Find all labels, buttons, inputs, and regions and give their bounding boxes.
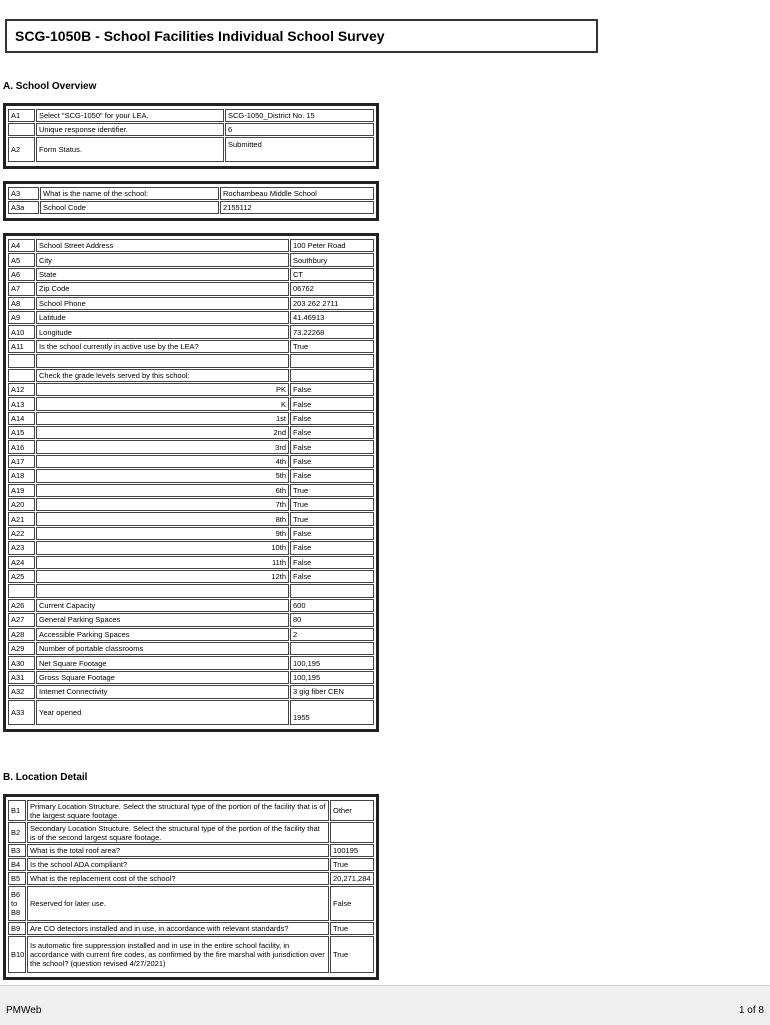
question-label: Check the grade levels served by this school: (36, 369, 289, 382)
location-detail-table (3, 794, 379, 980)
table-row (8, 426, 374, 439)
question-id: A15 (8, 426, 35, 439)
question-label: Latitude (36, 311, 289, 324)
answer-value: 2 (290, 628, 374, 641)
question-id: B5 (8, 872, 26, 885)
table-row (8, 440, 374, 453)
table-row (8, 498, 374, 511)
answer-value (290, 584, 374, 597)
table-row (8, 599, 374, 612)
grade-level-label: 2nd (36, 426, 289, 439)
table-row (8, 570, 374, 583)
table-row (8, 628, 374, 641)
question-label: Are CO detectors installed and in use, in accordance with relevant standards? (27, 922, 329, 935)
section-b-heading: B. Location Detail (3, 772, 88, 783)
grade-level-label: 12th (36, 570, 289, 583)
table-row (8, 922, 374, 935)
question-label (36, 354, 289, 367)
overview-table-1 (3, 103, 379, 169)
question-id: B6 to B8 (8, 886, 26, 921)
table-row (8, 311, 374, 324)
question-id: B2 (8, 822, 26, 843)
page-footer (0, 985, 770, 1025)
table-row (8, 282, 374, 295)
table-row (8, 700, 374, 725)
question-label: Year opened (36, 700, 289, 725)
answer-value: False (290, 397, 374, 410)
answer-value: False (290, 455, 374, 468)
question-label: Reserved for later use. (27, 886, 329, 921)
answer-value: False (290, 440, 374, 453)
question-id: A16 (8, 440, 35, 453)
answer-value: Submitted (225, 137, 374, 162)
grade-level-label: 10th (36, 541, 289, 554)
table-row (8, 340, 374, 353)
overview-table-3 (3, 233, 379, 732)
table-row (8, 201, 374, 214)
table-row (8, 325, 374, 338)
question-id: A18 (8, 469, 35, 482)
question-id: B3 (8, 844, 26, 857)
answer-value: 1955 (290, 700, 374, 725)
answer-value: False (290, 426, 374, 439)
answer-value: True (290, 340, 374, 353)
overview-table-2 (3, 181, 379, 221)
answer-value: True (290, 484, 374, 497)
answer-value: CT (290, 268, 374, 281)
answer-value (290, 642, 374, 655)
table-row (8, 253, 374, 266)
question-id: A30 (8, 656, 35, 669)
question-id: A33 (8, 700, 35, 725)
answer-value: 80 (290, 613, 374, 626)
question-label (36, 584, 289, 597)
answer-value (290, 354, 374, 367)
table-row (8, 412, 374, 425)
question-id (8, 123, 35, 136)
table-row (8, 822, 374, 843)
table-row (8, 469, 374, 482)
answer-value (290, 369, 374, 382)
question-id: A7 (8, 282, 35, 295)
question-id: A29 (8, 642, 35, 655)
question-id: B9 (8, 922, 26, 935)
question-label: Is the school currently in active use by the LEA? (36, 340, 289, 353)
answer-value: Southbury (290, 253, 374, 266)
page-number: 1 of 8 (738, 1005, 764, 1016)
answer-value: False (290, 541, 374, 554)
question-id (8, 369, 35, 382)
question-label: Secondary Location Structure. Select the structural type of the portion of the facility that is of the second largest square footage. (27, 822, 329, 843)
question-id: A6 (8, 268, 35, 281)
table-row (8, 858, 374, 871)
answer-value: 3 gig fiber CEN (290, 685, 374, 698)
answer-value: False (290, 556, 374, 569)
answer-value: False (290, 412, 374, 425)
grade-level-label: 9th (36, 527, 289, 540)
answer-value: SCG-1050_District No. 15 (225, 109, 374, 122)
table-row (8, 354, 374, 367)
table-row (8, 844, 374, 857)
answer-value: True (330, 936, 374, 973)
table-row (8, 872, 374, 885)
question-label: School Street Address (36, 239, 289, 252)
section-a-heading: A. School Overview (3, 81, 97, 92)
question-id: A23 (8, 541, 35, 554)
table-row (8, 613, 374, 626)
question-id (8, 354, 35, 367)
question-label: State (36, 268, 289, 281)
table-row (8, 800, 374, 821)
answer-value (330, 822, 374, 843)
grade-level-label: 8th (36, 512, 289, 525)
question-label: Accessible Parking Spaces (36, 628, 289, 641)
answer-value: Other (330, 800, 374, 821)
question-label: Longitude (36, 325, 289, 338)
table-row (8, 187, 374, 200)
question-label: School Code (40, 201, 219, 214)
answer-value: True (290, 498, 374, 511)
question-id: A14 (8, 412, 35, 425)
table-row (8, 123, 374, 136)
answer-value: False (290, 527, 374, 540)
answer-value: 06762 (290, 282, 374, 295)
grade-level-label: 1st (36, 412, 289, 425)
table-row (8, 541, 374, 554)
question-id: B10 (8, 936, 26, 973)
table-row (8, 556, 374, 569)
answer-value: True (330, 858, 374, 871)
answer-value: False (330, 886, 374, 921)
table-row (8, 239, 374, 252)
table-row (8, 383, 374, 396)
question-label: Net Square Footage (36, 656, 289, 669)
answer-value: 100195 (330, 844, 374, 857)
answer-value: 6 (225, 123, 374, 136)
question-label: Form Status. (36, 137, 224, 162)
question-label: What is the name of the school: (40, 187, 219, 200)
table-row (8, 297, 374, 310)
table-row (8, 936, 374, 973)
table-row (8, 369, 374, 382)
question-id: A12 (8, 383, 35, 396)
answer-value: 100,195 (290, 671, 374, 684)
answer-value: False (290, 383, 374, 396)
answer-value: 41.46913 (290, 311, 374, 324)
question-label: Zip Code (36, 282, 289, 295)
answer-value: True (330, 922, 374, 935)
table-row (8, 455, 374, 468)
question-id: A13 (8, 397, 35, 410)
table-row (8, 109, 374, 122)
question-id: A31 (8, 671, 35, 684)
question-id: A9 (8, 311, 35, 324)
answer-value: False (290, 570, 374, 583)
question-id: A1 (8, 109, 35, 122)
table-row (8, 484, 374, 497)
answer-value: 20,271,284 (330, 872, 374, 885)
table-row (8, 527, 374, 540)
table-row (8, 512, 374, 525)
question-id: A22 (8, 527, 35, 540)
table-row (8, 886, 374, 921)
answer-value: False (290, 469, 374, 482)
question-id: A3a (8, 201, 39, 214)
question-label: General Parking Spaces (36, 613, 289, 626)
question-label: Select "SCG-1050" for your LEA. (36, 109, 224, 122)
answer-value: Rochambeau Middle School (220, 187, 374, 200)
question-id: A27 (8, 613, 35, 626)
question-id: A25 (8, 570, 35, 583)
question-id: A8 (8, 297, 35, 310)
question-label: Current Capacity (36, 599, 289, 612)
question-label: What is the replacement cost of the school? (27, 872, 329, 885)
question-id: B1 (8, 800, 26, 821)
question-id: A21 (8, 512, 35, 525)
table-row (8, 397, 374, 410)
form-title: SCG-1050B - School Facilities Individual School Survey (5, 19, 598, 53)
question-id: A19 (8, 484, 35, 497)
question-id: B4 (8, 858, 26, 871)
question-id: A26 (8, 599, 35, 612)
question-id: A2 (8, 137, 35, 162)
question-id: A11 (8, 340, 35, 353)
question-label: School Phone (36, 297, 289, 310)
grade-level-label: 4th (36, 455, 289, 468)
table-row (8, 642, 374, 655)
grade-level-label: 11th (36, 556, 289, 569)
answer-value: 100 Peter Road (290, 239, 374, 252)
grade-level-label: 5th (36, 469, 289, 482)
question-id: A3 (8, 187, 39, 200)
question-label: Unique response identifier. (36, 123, 224, 136)
question-label: City (36, 253, 289, 266)
question-label: Gross Square Footage (36, 671, 289, 684)
footer-app-name: PMWeb (6, 1005, 42, 1016)
table-row (8, 671, 374, 684)
question-id: A32 (8, 685, 35, 698)
table-row (8, 584, 374, 597)
table-row (8, 685, 374, 698)
question-label: Number of portable classrooms (36, 642, 289, 655)
question-label: Is automatic fire suppression installed and in use in the entire school facility, in accordance with current fire codes, as confirmed by the fire marshal with jurisdiction over the school? (question revised 4/27/2021) (27, 936, 329, 973)
question-label: Primary Location Structure. Select the structural type of the portion of the facility that is of the largest square footage. (27, 800, 329, 821)
table-row (8, 268, 374, 281)
grade-level-label: K (36, 397, 289, 410)
question-id (8, 584, 35, 597)
table-row (8, 656, 374, 669)
question-id: A17 (8, 455, 35, 468)
question-id: A10 (8, 325, 35, 338)
question-label: What is the total roof area? (27, 844, 329, 857)
answer-value: True (290, 512, 374, 525)
answer-value: 203 262 2711 (290, 297, 374, 310)
grade-level-label: 3rd (36, 440, 289, 453)
question-label: Internet Connectivity (36, 685, 289, 698)
question-id: A5 (8, 253, 35, 266)
question-id: A28 (8, 628, 35, 641)
grade-level-label: 7th (36, 498, 289, 511)
grade-level-label: 6th (36, 484, 289, 497)
question-id: A20 (8, 498, 35, 511)
question-label: Is the school ADA compliant? (27, 858, 329, 871)
answer-value: 2155112 (220, 201, 374, 214)
grade-level-label: PK (36, 383, 289, 396)
answer-value: 73.22268 (290, 325, 374, 338)
question-id: A4 (8, 239, 35, 252)
answer-value: 100,195 (290, 656, 374, 669)
table-row (8, 137, 374, 162)
question-id: A24 (8, 556, 35, 569)
answer-value: 600 (290, 599, 374, 612)
